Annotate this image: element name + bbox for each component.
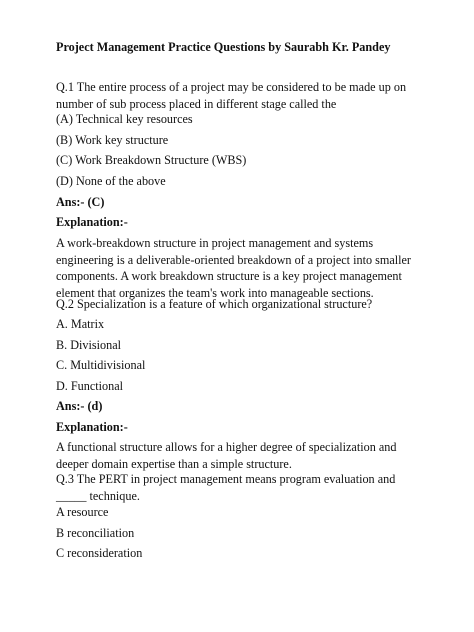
q2-answer: Ans:- (d) — [56, 399, 103, 413]
q2-question: Q.2 Specialization is a feature of which organizational structure? — [56, 297, 373, 311]
q2-option-b: B. Divisional — [56, 338, 122, 352]
q2-option-d: D. Functional — [56, 379, 124, 393]
q3-option-a: A resource — [56, 505, 109, 519]
q1-option-d: (D) None of the above — [56, 174, 166, 188]
q1-option-c: (C) Work Breakdown Structure (WBS) — [56, 153, 247, 167]
q3-option-c: C reconsideration — [56, 546, 143, 560]
q2-explanation: A functional structure allows for a higher degree of specialization and deeper domain expertise than a simple structure. — [56, 440, 397, 471]
document-title: Project Management Practice Questions by Saurabh Kr. Pandey — [56, 40, 391, 54]
q1-explanation: A work-breakdown structure in project management and systems engineering is a deliverable-oriented breakdown of a project into smaller components. A work breakdown structure is a key project management element that organizes the team's work into manageable sections. — [56, 236, 411, 300]
q1-question: Q.1 The entire process of a project may be considered to be made up on number of sub process placed in different stage called the — [56, 80, 407, 111]
q1-option-a: (A) Technical key resources — [56, 112, 193, 126]
q1-option-b: (B) Work key structure — [56, 133, 169, 147]
q2-option-c: C. Multidivisional — [56, 358, 146, 372]
q1-answer: Ans:- (C) — [56, 195, 105, 209]
q2-option-a: A. Matrix — [56, 317, 105, 331]
q3-question: Q.3 The PERT in project management means program evaluation and _____ technique. — [56, 472, 396, 503]
q1-explanation-label: Explanation:- — [56, 215, 128, 229]
q2-explanation-label: Explanation:- — [56, 420, 128, 434]
q3-option-b: B reconciliation — [56, 526, 135, 540]
